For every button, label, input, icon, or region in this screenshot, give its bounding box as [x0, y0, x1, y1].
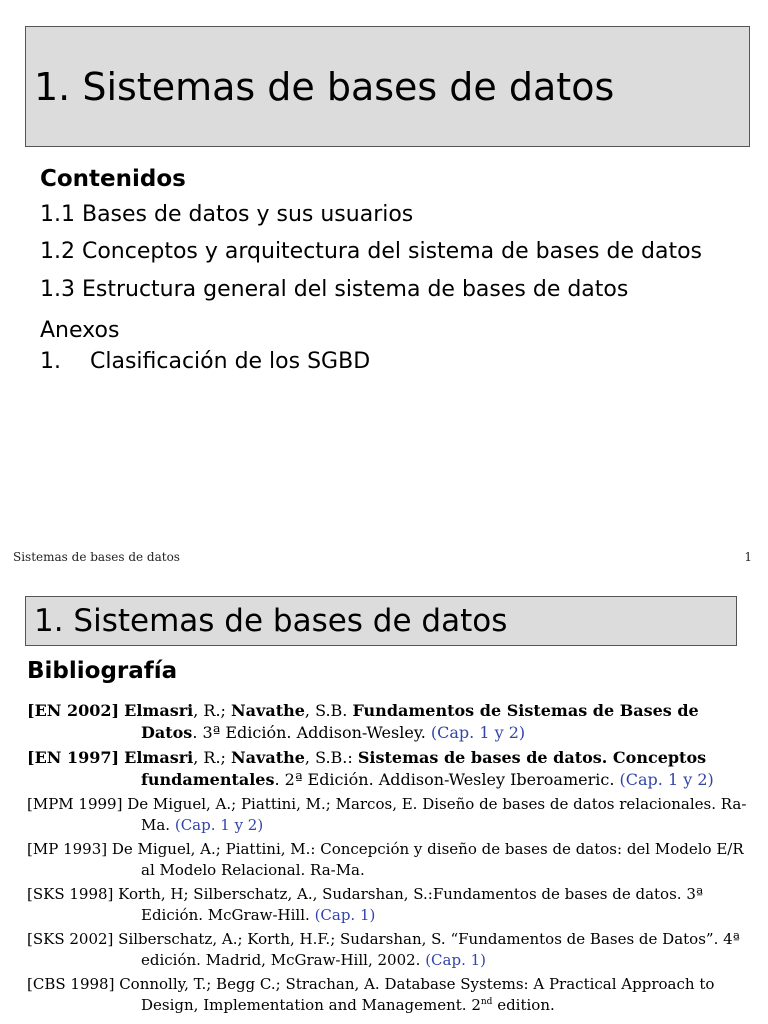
slide2-title: 1. Sistemas de bases de datos: [34, 603, 508, 639]
toc-item-1-1: 1.1 Bases de datos y sus usuarios: [40, 202, 414, 227]
reference-author: Elmasri: [124, 748, 194, 767]
reference-key: [MPM 1999]: [27, 795, 123, 813]
reference-separator: , S.B.: [304, 701, 353, 720]
toc-item-1-2: 1.2 Conceptos y arquitectura del sistema de bases de datos: [40, 239, 702, 264]
reference-text: Silberschatz, A.; Korth, H.F.; Sudarshan, S. “Fundamentos de Bases de Datos”. 4ª edición. Madrid, McGraw-Hill, 2002.: [113, 930, 740, 969]
annex-item-text: Clasificación de los SGBD: [90, 349, 371, 374]
reference-text: Korth, H; Silberschatz, A., Sudarshan, S.:Fundamentos de bases de datos. 3ª Edición. McGraw-Hill.: [113, 885, 703, 924]
reference-author: Elmasri: [124, 701, 194, 720]
reference-text: De Miguel, A.; Piattini, M.; Marcos, E. Diseño de bases de datos relacionales. Ra-Ma.: [122, 795, 747, 834]
reference-chapters: (Cap. 1): [314, 906, 376, 924]
reference-superscript: nd: [480, 997, 493, 1007]
reference-details: . 2ª Edición. Addison-Wesley Iberoameric.: [274, 770, 620, 789]
reference-text: Connolly, T.; Begg C.; Strachan, A. Database Systems: A Practical Approach to Design, Implementation and Management. 2: [114, 975, 715, 1014]
reference-title: Fundamentos de Sistemas de Bases de Datos: [141, 701, 699, 742]
reference-item: [27, 884, 749, 926]
reference-separator: , R.;: [193, 701, 232, 720]
reference-separator: , S.B.:: [304, 748, 358, 767]
reference-key: [EN 2002]: [27, 701, 120, 720]
reference-item: [27, 839, 749, 881]
reference-key: [SKS 1998]: [27, 885, 114, 903]
bibliography-heading: Bibliografía: [27, 658, 178, 684]
annex-heading: Anexos: [40, 318, 120, 343]
reference-key: [EN 1997]: [27, 748, 120, 767]
page-number: 1: [744, 550, 752, 564]
annex-item-1: [40, 349, 370, 374]
reference-item: [27, 929, 749, 971]
reference-key: [MP 1993]: [27, 840, 108, 858]
reference-author: Navathe: [231, 748, 305, 767]
reference-chapters: (Cap. 1): [425, 951, 487, 969]
reference-text: De Miguel, A.; Piattini, M.: Concepción y diseño de bases de datos: del Modelo E/R al Modelo Relacional. Ra-Ma.: [107, 840, 744, 879]
annex-item-number: 1.: [40, 349, 61, 374]
reference-key: [SKS 2002]: [27, 930, 114, 948]
reference-list: [27, 700, 749, 1019]
slide2-title-box: [25, 596, 737, 646]
reference-item: [27, 974, 749, 1016]
slide1-title: 1. Sistemas de bases de datos: [34, 64, 615, 109]
reference-title: Sistemas de bases de datos. Conceptos fundamentales: [141, 748, 707, 789]
reference-key: [CBS 1998]: [27, 975, 115, 993]
reference-chapters: (Cap. 1 y 2): [174, 816, 264, 834]
reference-item: [27, 747, 749, 791]
slide1-title-box: [25, 26, 750, 147]
reference-chapters: (Cap. 1 y 2): [619, 770, 714, 789]
reference-separator: , R.;: [193, 748, 232, 767]
reference-item: [27, 794, 749, 836]
contents-heading: Contenidos: [40, 166, 186, 192]
reference-chapters: (Cap. 1 y 2): [430, 723, 526, 742]
reference-text-after: edition.: [492, 996, 555, 1014]
reference-details: . 3ª Edición. Addison-Wesley.: [192, 723, 431, 742]
reference-author: Navathe: [231, 701, 305, 720]
toc-item-1-3: 1.3 Estructura general del sistema de bases de datos: [40, 277, 629, 302]
reference-item: [27, 700, 749, 744]
footer-title: Sistemas de bases de datos: [13, 550, 180, 564]
